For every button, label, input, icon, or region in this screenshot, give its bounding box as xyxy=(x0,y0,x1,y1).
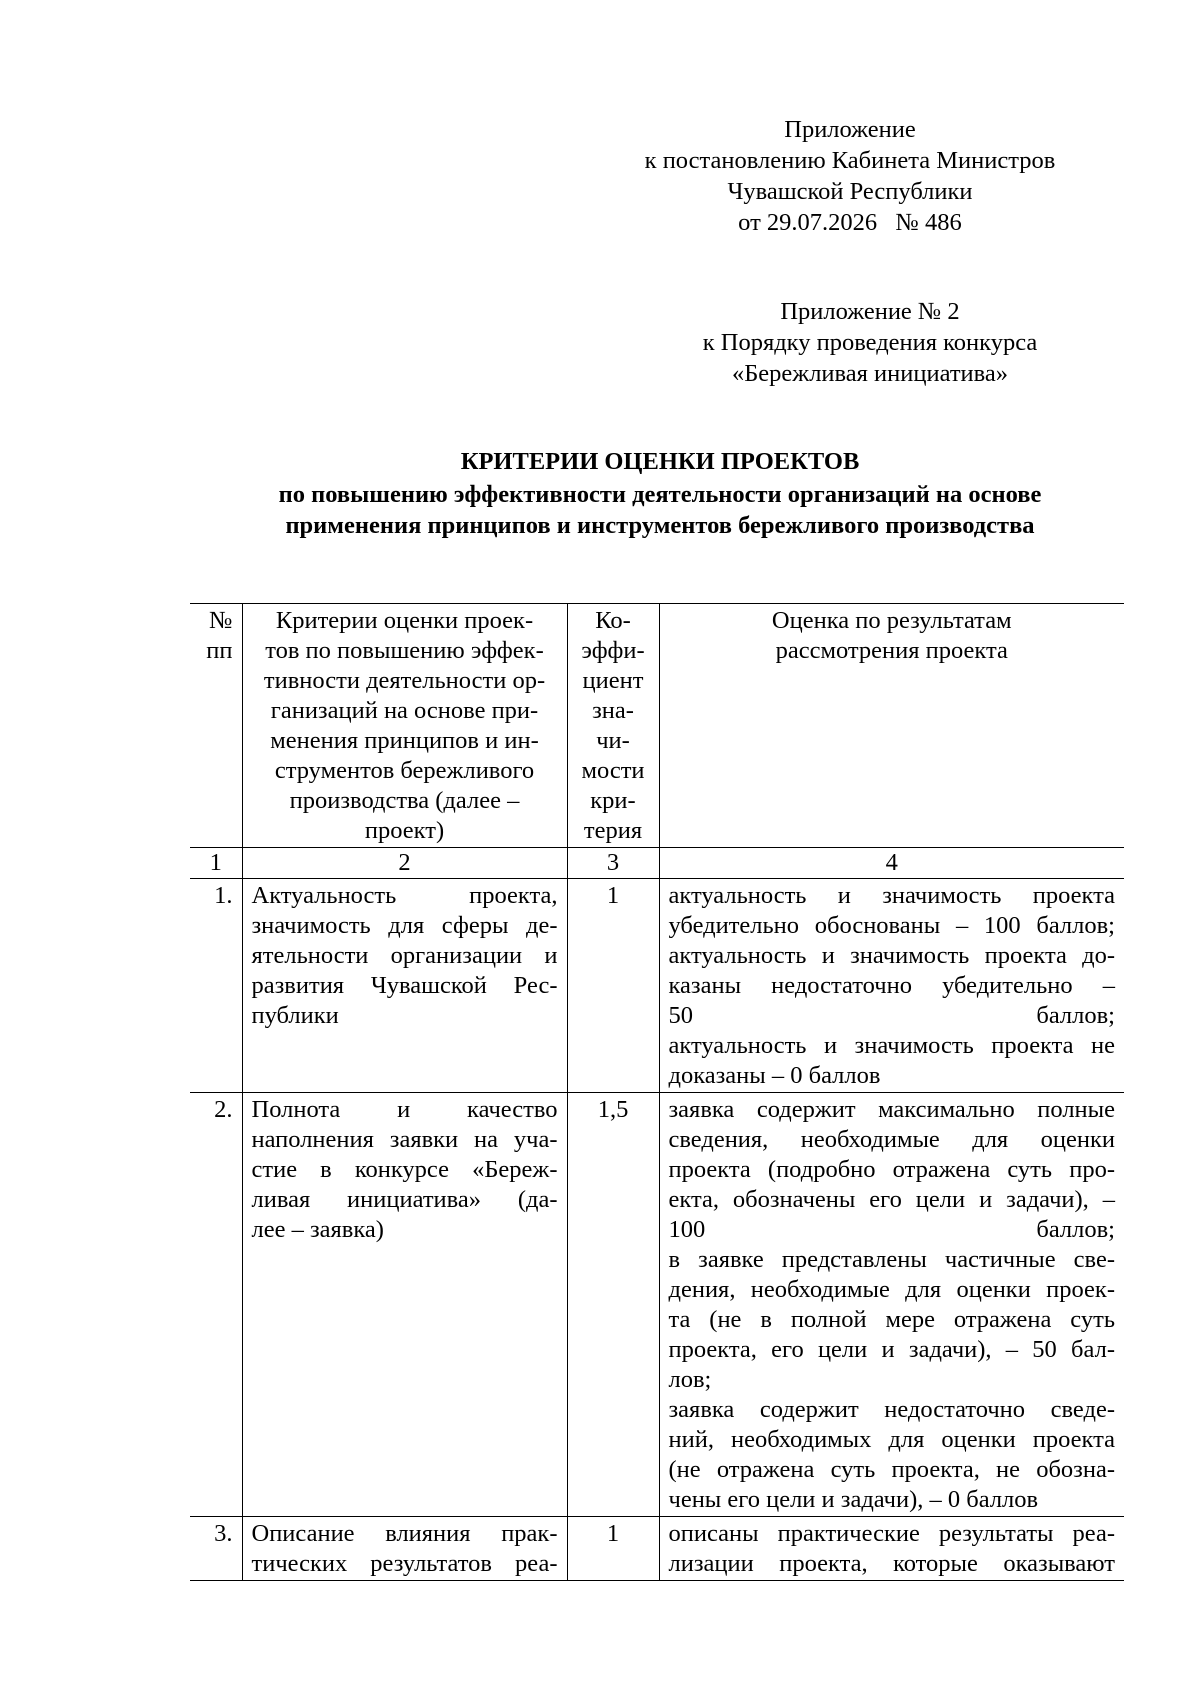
row-assessment xyxy=(659,879,1124,1093)
cell-text-line: в заявке представлены частичные све- xyxy=(668,1246,1115,1273)
cell-text-line: тических результатов реа- xyxy=(251,1550,558,1577)
cell-text-line: рассмотрения проекта xyxy=(775,637,1008,664)
cell-text-line: развития Чувашской Рес- xyxy=(251,972,558,999)
cell-text-line: Описание влияния прак- xyxy=(251,1520,558,1547)
attachment-line: «Бережливая инициатива» xyxy=(731,360,1009,387)
cell-text-line: менения принципов и ин- xyxy=(270,727,539,754)
cell-text-line: Ко- xyxy=(595,607,631,634)
attachment-line: Приложение xyxy=(784,116,916,143)
cell-text-line: производства (далее – xyxy=(289,787,520,814)
cell-text-line: актуальность и значимость проекта до- xyxy=(668,942,1115,969)
attachment-date-number: от 29.07.2026 № 486 xyxy=(738,209,962,236)
row-assessment xyxy=(659,1093,1124,1517)
cell-text-line: ятельности организации и xyxy=(251,942,558,969)
cell-text-line: екта, обозначены его цели и задачи), – xyxy=(668,1186,1115,1213)
header-col-coefficient xyxy=(567,604,659,848)
cell-text-line: кри- xyxy=(590,787,636,814)
row-number: 1. xyxy=(190,879,242,1093)
cell-text-line: ний, необходимых для оценки проекта xyxy=(668,1426,1115,1453)
cell-text-line: заявка содержит максимально полные xyxy=(668,1096,1115,1123)
cell-text-line: проекта, его цели и задачи), – 50 бал- xyxy=(668,1336,1115,1363)
cell-text-line: 100 баллов; xyxy=(668,1216,1115,1243)
cell-text-line: актуальность и значимость проекта не xyxy=(668,1032,1115,1059)
row-coefficient: 1 xyxy=(567,1517,659,1581)
cell-text-line: доказаны – 0 баллов xyxy=(668,1062,881,1089)
column-number: 3 xyxy=(567,848,659,879)
cell-text-line: Актуальность проекта, xyxy=(251,882,558,909)
cell-text-line: струментов бережливого xyxy=(274,757,535,784)
attachment-line: Чувашской Республики xyxy=(727,178,973,205)
cell-text-line: эффи- xyxy=(581,637,645,664)
cell-text-line: дения, необходимые для оценки проек- xyxy=(668,1276,1115,1303)
attachment-line: Приложение № 2 xyxy=(780,298,960,325)
cell-text-line: мости xyxy=(581,757,645,784)
table-row xyxy=(190,1517,1124,1581)
table-header-row xyxy=(190,604,1124,848)
cell-text-line: лизации проекта, которые оказывают xyxy=(668,1550,1115,1577)
attachment-line: к постановлению Кабинета Министров xyxy=(644,147,1056,174)
attachment-header-main xyxy=(620,114,1080,238)
cell-text-line: заявка содержит недостаточно сведе- xyxy=(668,1396,1115,1423)
cell-text-line: сведения, необходимые для оценки xyxy=(668,1126,1115,1153)
cell-text-line: терия xyxy=(583,817,643,844)
cell-text-line: 50 баллов; xyxy=(668,1002,1115,1029)
cell-text-line: Оценка по результатам xyxy=(771,607,1012,634)
title-main: КРИТЕРИИ ОЦЕНКИ ПРОЕКТОВ xyxy=(460,448,860,475)
table-numbering-row xyxy=(190,848,1124,879)
cell-text-line: публики xyxy=(251,1002,339,1029)
cell-text-line: тивности деятельности ор- xyxy=(263,667,546,694)
column-number: 2 xyxy=(242,848,567,879)
row-number: 2. xyxy=(190,1093,242,1517)
column-number: 4 xyxy=(659,848,1124,879)
cell-text-line: та (не в полной мере отражена суть xyxy=(668,1306,1115,1333)
row-assessment xyxy=(659,1517,1124,1581)
cell-text-line: тов по повышению эффек- xyxy=(265,637,544,664)
row-criterion xyxy=(242,1093,567,1517)
header-col-criterion xyxy=(242,604,567,848)
column-number: 1 xyxy=(190,848,242,879)
header-col-number xyxy=(190,604,242,848)
cell-text-line: описаны практические результаты реа- xyxy=(668,1520,1115,1547)
criteria-table xyxy=(190,603,1124,1581)
cell-text-line: стие в конкурсе «Береж- xyxy=(251,1156,558,1183)
cell-text-line: чи- xyxy=(596,727,630,754)
cell-text-line: Критерии оценки проек- xyxy=(275,607,534,634)
row-coefficient: 1,5 xyxy=(567,1093,659,1517)
row-criterion xyxy=(242,1517,567,1581)
title-subtitle-line: по повышению эффективности деятельности организаций на основе xyxy=(278,481,1042,508)
cell-text-line: убедительно обоснованы – 100 баллов; xyxy=(668,912,1115,939)
cell-text-line: ганизаций на основе при- xyxy=(270,697,539,724)
header-col-assessment xyxy=(659,604,1124,848)
cell-text-line: проект) xyxy=(364,817,445,844)
cell-text-line: лов; xyxy=(668,1366,712,1393)
cell-text-line: актуальность и значимость проекта xyxy=(668,882,1115,909)
cell-text-line: (не отражена суть проекта, не обозна- xyxy=(668,1456,1115,1483)
cell-text-line: проекта (подробно отражена суть про- xyxy=(668,1156,1115,1183)
row-number: 3. xyxy=(190,1517,242,1581)
cell-text-line: № xyxy=(209,607,233,634)
cell-text-line: значимость для сферы де- xyxy=(251,912,558,939)
document-title xyxy=(190,446,1130,541)
cell-text-line: зна- xyxy=(592,697,634,724)
table-row xyxy=(190,879,1124,1093)
attachment-header-sub xyxy=(660,296,1080,389)
cell-text-line: казаны недостаточно убедительно – xyxy=(668,972,1115,999)
table-row xyxy=(190,1093,1124,1517)
cell-text-line: пп xyxy=(206,637,233,664)
attachment-line: к Порядку проведения конкурса xyxy=(702,329,1038,356)
cell-text-line: чены его цели и задачи), – 0 баллов xyxy=(668,1486,1039,1513)
row-coefficient: 1 xyxy=(567,879,659,1093)
title-subtitle-line: применения принципов и инструментов бережливого производства xyxy=(285,512,1035,539)
cell-text-line: лее – заявка) xyxy=(251,1216,384,1243)
cell-text-line: ливая инициатива» (да- xyxy=(251,1186,558,1213)
cell-text-line: Полнота и качество xyxy=(251,1096,558,1123)
row-criterion xyxy=(242,879,567,1093)
cell-text-line: наполнения заявки на уча- xyxy=(251,1126,558,1153)
cell-text-line: циент xyxy=(582,667,644,694)
